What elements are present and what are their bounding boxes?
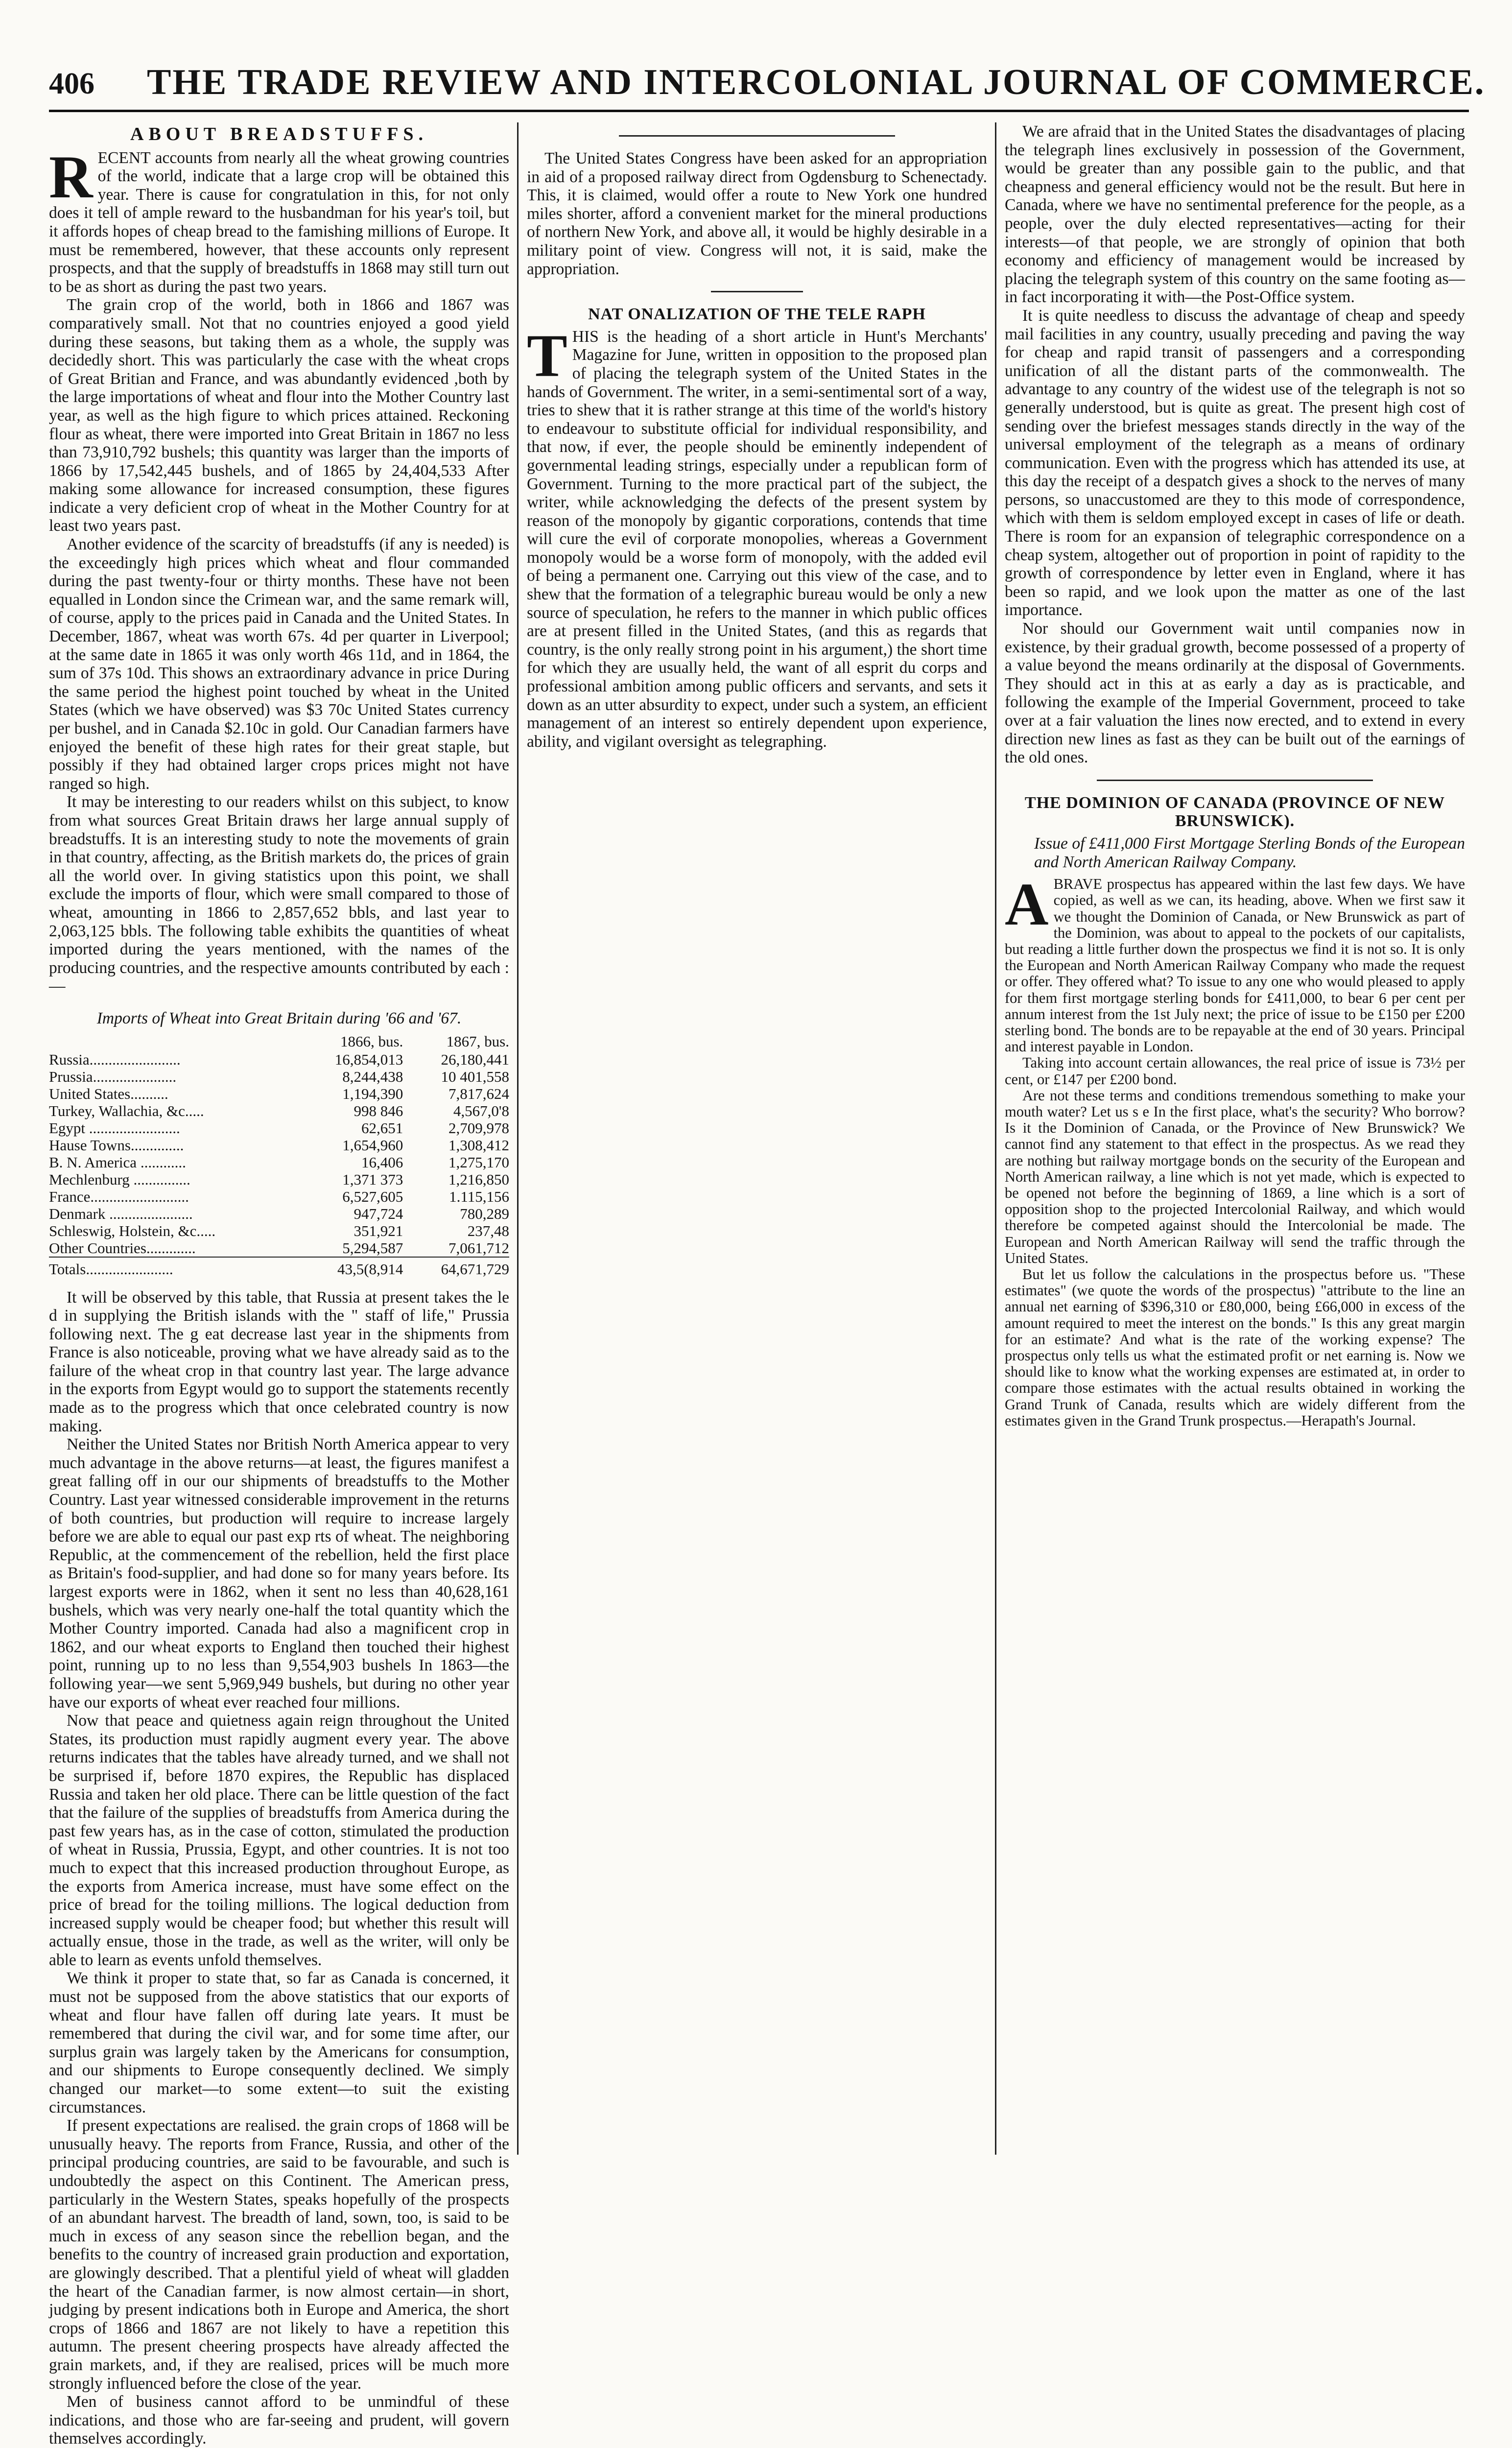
breadstuffs-para-4: It may be interesting to our readers whilst on this subject, to know from what sources Great Britain draws her large annual supply of breadstuffs. It is an interesting study to note the movements of grain in that country, affecting, as the British markets do, the prices of grain all the world over. In giving statistics upon this point, we shall exclude the imports of flour, which were small compared to those of wheat, amounting in 1866 to 2,857,652 bbls, and last year to 2,063,125 bbls. The following table exhibits the quantities of wheat imported during the years mentioned, with the names of the producing countries, and the respective amounts contributed by each :— bbox=[49, 793, 509, 996]
telegraph-heading: NAT ONALIZATION OF THE TELE RAPH bbox=[588, 305, 926, 324]
article-separator-short bbox=[711, 291, 803, 292]
column-1 bbox=[49, 122, 509, 2448]
total-1867: 64,671,729 bbox=[403, 1257, 509, 1278]
value-1866-cell: 351,921 bbox=[354, 1222, 403, 1239]
dominion-para-3: Are not these terms and conditions tremendous something to make your mouth water? Let us s e In the first place, what's the security? Who borrow? Is it the Dominion of Canada, or the Province of New Brunswick? We cannot find any statement to that effect in the prospectus. As we read they are nothing but railway mortgage bonds on the security of the European and North American railway, a line which is not yet made, which is expected to be opened not before the beginning of 1869, a line which is a sort of opposition shop to the projected Intercolonial Railway, and which would therefore be competed against should the Intercolonial be made. The European and North American Railway will send the traffic through the United States. bbox=[1005, 1087, 1465, 1266]
wheat-table-row bbox=[49, 1205, 509, 1222]
total-1866: 43,5(8,914 bbox=[297, 1257, 403, 1278]
telegraph-para-2: We are afraid that in the United States the disadvantages of placing the telegraph lines exclusively in possession of the Government, would be greater than any possible gain to the public, and that cheapness and general efficiency would not be the result. But here in Canada, where we have no sentimental preference for the people, as a people, over the duly elected representatives—acting for their interests—of that people, we are strongly of opinion that both economy and efficiency of management would be increased by placing the telegraph system of this country on the same footing as—in fact incorporating it with—the Post-Office system. bbox=[1005, 122, 1465, 307]
value-1867-cell: 1.115,156 bbox=[449, 1188, 509, 1205]
drop-cap-a: A bbox=[1005, 871, 1049, 938]
breadstuffs-para-2: The grain crop of the world, both in 1866 and 1867 was comparatively small. Not that no countries enjoyed a good yield during these seasons, but taking them as a whole, the supply was decidedly short. This was particularly the case with the wheat crops of Great Britian and France, and was abundantly evidenced ,both by the large importations of wheat and flour into the Mother Country last year, as well as the high figure to which prices attained. Reckoning flour as wheat, there were imported into Great Britain in 1867 no less than 73,910,792 bushels; this quantity was larger than the imports of 1866 by 17,542,445 bushels, and of 1865 by 24,404,533 After making some allowance for increased consumption, these figures indicate a very deficient crop of wheat in the Mother Country for at least two years past. bbox=[49, 296, 509, 535]
col-1866-header: 1866, bus. bbox=[340, 1032, 403, 1050]
wheat-table-row bbox=[49, 1085, 509, 1102]
col-1867-header: 1867, bus. bbox=[446, 1032, 509, 1050]
breadstuffs-para-7: Now that peace and quietness again reign throughout the United States, its production must rapidly augment every year. The above returns indicates that the tables have already turned, and we shall not be surprised if, before 1870 expires, the Republic has displaced Russia and taken her old place. There can be little question of the fact that the failure of the supplies of breadstuffs from America during the past few years has, as in the case of cotton, stimulated the production of wheat in Russia, Prussia, Egypt, and other countries. It is not too much to expect that this increased production throughout Europe, as the exports from America increase, must have some effect on the price of bread for the toiling millions. The logical deduction from increased supply would be cheaper food; but whether this result will actually ensue, those in the trade, as well as the writer, will only be able to learn as events unfold themselves. bbox=[49, 1711, 509, 1969]
wheat-table-row bbox=[49, 1188, 509, 1205]
drop-cap-t: T bbox=[527, 322, 567, 389]
column-rule-2 bbox=[995, 122, 996, 2155]
wheat-table-total bbox=[49, 1257, 509, 1278]
country-cell: Egypt ........................ bbox=[49, 1119, 180, 1137]
wheat-table-row bbox=[49, 1119, 509, 1137]
breadstuffs-para-6: Neither the United States nor British North America appear to very much advantage in the above returns—at least, the figures manifest a great falling off in our our shipments of breadstuffs to the Mother Country. Last year witnessed considerable improvement in the returns of both countries, but production will require to increase largely before we are able to equal our past exp rts of wheat. The neighboring Republic, at the commencement of the rebellion, held the first place as Britain's food-supplier, and had done so for many years before. Its largest exports were in 1862, when it sent no less than 40,628,161 bushels, which was very nearly one-half the total quantity which the Mother Country imported. Canada had also a magnificent crop in 1862, and our wheat exports to England then touched their highest point, running up to no less than 9,554,903 bushels In 1863—the following year—we sent 5,969,949 bushels, but during no other year have our exports of wheat ever reached four millions. bbox=[49, 1435, 509, 1711]
breadstuffs-para-9: If present expectations are realised. the grain crops of 1868 will be unusually heavy. The reports from France, Russia, and other of the principal producing countries, are said to be favourable, and such is undoubtedly the aspect on this Continent. The American press, particularly in the Western States, speaks hopefully of the prospects of an abundant harvest. The breadth of land, sown, too, is said to be much in excess of any season since the rebellion began, and the benefits to the country of increased grain production and exportation, are glowingly described. That a plentiful yield of wheat will gladden the heart of the Canadian farmer, is now almost certain—in short, judging by present indications both in Europe and America, the short crops of 1866 and 1867 are not likely to have a repetition this autumn. The present cheering prospects have already affected the grain markets, and, if they are realised, prices will be much more strongly influenced before the close of the year. bbox=[49, 2116, 509, 2393]
value-1867-cell: 4,567,0'8 bbox=[453, 1102, 509, 1119]
value-1867-cell: 1,216,850 bbox=[449, 1170, 509, 1188]
breadstuffs-para-5: It will be observed by this table, that Russia at present takes the le d in supplying the British islands with the " staff of life," Prussia following next. The g eat decrease last year in the shipments from France is also noticeable, proving what we have already said as to the failure of the wheat crop in that country last year. The large advance in the exports from Egypt would go to support the statements recently made as to the progress which that once celebrated country is now making. bbox=[49, 1288, 509, 1435]
wheat-table-row bbox=[49, 1051, 509, 1068]
value-1866-cell: 998 846 bbox=[354, 1102, 403, 1119]
running-title: THE TRADE REVIEW AND INTERCOLONIAL JOURNAL OF COMMERCE. bbox=[147, 62, 1486, 102]
dominion-para-2: Taking into account certain allowances, the real price of issue is 73½ per cent, or £147 per £200 bond. bbox=[1005, 1054, 1465, 1088]
value-1866-cell: 16,406 bbox=[361, 1153, 403, 1171]
telegraph-para-4: Nor should our Government wait until companies now in existence, by their gradual growth, become possessed of a property of a value beyond the means ordinarily at the disposal of Governments. They should act in this at as early a day as is practicable, and following the example of the Imperial Government, proceed to take over at a fair valuation the lines now erected, and to extend in every direction new lines as fast as they can be built out of the earnings of the old ones. bbox=[1005, 619, 1465, 767]
breadstuffs-para-10: Men of business cannot afford to be unmindful of these indications, and those who are far-seeing and prudent, will govern themselves accordingly. bbox=[49, 2393, 509, 2448]
value-1866-cell: 947,724 bbox=[354, 1205, 403, 1222]
value-1867-cell: 237,48 bbox=[467, 1222, 509, 1239]
dominion-body bbox=[1005, 871, 1465, 1429]
wheat-table-row bbox=[49, 1137, 509, 1154]
column-3 bbox=[1005, 122, 1465, 2155]
country-cell: Other Countries............. bbox=[49, 1239, 196, 1257]
wheat-imports-table bbox=[49, 1033, 509, 1278]
breadstuffs-heading: ABOUT BREADSTUFFS. bbox=[130, 124, 428, 144]
country-cell: Hause Towns.............. bbox=[49, 1136, 184, 1154]
wheat-table-row bbox=[49, 1068, 509, 1085]
value-1866-cell: 6,527,605 bbox=[342, 1188, 403, 1205]
article-separator bbox=[619, 135, 895, 137]
wheat-table-caption: Imports of Wheat into Great Britain during '66 and '67. bbox=[96, 1009, 462, 1027]
wheat-table-row bbox=[49, 1102, 509, 1119]
country-cell: Russia........................ bbox=[49, 1050, 181, 1068]
breadstuffs-para-3: Another evidence of the scarcity of breadstuffs (if any is needed) is the exceedingly high prices which wheat and flour commanded during the past twenty-four or thirty months. These have not been equalled in London since the Crimean war, and the same remark will, of course, apply to the prices paid in Canada and the United States. In December, 1867, wheat was worth 67s. 4d per quarter in Liverpool; at the same date in 1865 it was only worth 46s 11d, and in 1864, the sum of 37s 10d. This shows an extraordinary advance in price During the same period the highest point touched by wheat in the United States (which we have observed) was $3 70c United States currency per bushel, and in Canada $2.10c in gold. Our Canadian farmers have enjoyed the benefit of these high rates for their great staple, but possibly if they had obtained larger crops prices might not have ranged so high. bbox=[49, 535, 509, 793]
masthead-rule bbox=[49, 110, 1469, 112]
value-1867-cell: 7,061,712 bbox=[449, 1239, 509, 1257]
wheat-table-row bbox=[49, 1239, 509, 1257]
value-1866-cell: 62,651 bbox=[361, 1119, 403, 1137]
page-number: 406 bbox=[49, 67, 94, 100]
value-1867-cell: 26,180,441 bbox=[441, 1050, 509, 1068]
value-1866-cell: 16,854,013 bbox=[334, 1050, 403, 1068]
drop-cap-r: R bbox=[49, 143, 93, 211]
value-1867-cell: 1,308,412 bbox=[449, 1136, 509, 1154]
value-1867-cell: 2,709,978 bbox=[449, 1119, 509, 1137]
column-2 bbox=[527, 122, 987, 2155]
telegraph-para-3: It is quite needless to discuss the advantage of cheap and speedy mail facilities in any country, usually preceding and paving the way for cheap and rapid transit of passengers and a corresponding unification of all the distant parts of the commonwealth. The advantage to any country of the widest use of the telegraph is not so generally understood, but is quite as great. The present high cost of sending over the briefest messages stands directly in the way of the universal employment of the telegraph as a means of ordinary communication. Even with the progress which has attended its use, at this day the receipt of a despatch gives a shock to the nerves of many persons, so unaccustomed are they to this mode of correspondence, which with them is seldom employed except in cases of life or death. There is room for an expansion of telegraphic correspondence on a cheap system, altogether out of proportion in point of rapidity to the growth of correspondence by letter even in England, where it has been so rapid, and we look upon the matter as one of the last importance. bbox=[1005, 306, 1465, 619]
column-rule-1 bbox=[517, 122, 519, 2155]
value-1866-cell: 5,294,587 bbox=[342, 1239, 403, 1257]
country-cell: Denmark ...................... bbox=[49, 1205, 193, 1222]
country-cell: Mechlenburg ............... bbox=[49, 1170, 190, 1188]
wheat-table-header bbox=[49, 1033, 509, 1051]
total-label: Totals....................... bbox=[49, 1257, 297, 1278]
article-separator-col3 bbox=[1097, 780, 1373, 781]
dominion-para-4: But let us follow the calculations in the prospectus before us. "These estimates" (we quote the words of the prospectus) "attribute to the line an annual net earning of $396,310 or £80,000, being £66,000 in excess of the amount required to meet the interest on the bonds." Is this any great margin for an estimate? And what is the rate of the working expense? The prospectus only tells us what the estimated profit or net earning is. Now we should like to know what the working expenses are estimated at, in order to compare those estimates with the actual results obtained in working the Grand Trunk of Canada, results which are widely different from the estimates given in the Grand Trunk prospectus.—Herapath's Journal. bbox=[1005, 1266, 1465, 1429]
country-cell: United States.......... bbox=[49, 1085, 168, 1102]
country-cell: France.......................... bbox=[49, 1188, 189, 1205]
value-1867-cell: 7,817,624 bbox=[449, 1085, 509, 1102]
value-1866-cell: 1,371 373 bbox=[342, 1170, 403, 1188]
wheat-table-body bbox=[49, 1051, 509, 1257]
value-1866-cell: 8,244,438 bbox=[342, 1068, 403, 1085]
railway-paragraph: The United States Congress have been asked for an appropriation in aid of a proposed railway direct from Ogdensburg to Schenectady. This, it is claimed, would offer a route to New York one hundred miles shorter, afford a convenient market for the mineral productions of northern New York, and above all, it would be highly desirable in a military point of view. Congress will not, it is said, make the appropriation. bbox=[527, 149, 987, 278]
value-1867-cell: 780,289 bbox=[460, 1205, 509, 1222]
value-1867-cell: 10 401,558 bbox=[441, 1068, 509, 1085]
value-1866-cell: 1,194,390 bbox=[342, 1085, 403, 1102]
wheat-table-row bbox=[49, 1222, 509, 1239]
dominion-heading: THE DOMINION OF CANADA (PROVINCE OF NEW BRUNSWICK). bbox=[1024, 793, 1445, 831]
wheat-table-row bbox=[49, 1154, 509, 1171]
telegraph-para-1: THIS is the heading of a short article in Hunt's Merchants' Magazine for June, written in opposition to the proposed plan of placing the telegraph system of the United States in the hands of Government. The writer, in a semi-sentimental sort of a way, tries to shew that it is rather strange at this time of the world's history to endeavour to substitute official for individual responsibility, and that now, if ever, the people should be eminently independent of governmental leading strings, especially under a republican form of Government. Turning to the more practical part of the subject, the writer, while acknowledging the defects of the present system by reason of the monopoly by gigantic corporations, contends that time will cure the evil of corporate monopolies, whereas a Government monopoly would be a worse form of monopoly, with the added evil of being a permanent one. Carrying out this view of the case, and to shew that the formation of a telegraphic bureau would be only a new source of speculation, he refers to the manner in which public offices are at present filled in the United States, (and this as regards that country, is the only really strong point in his argument,) the short time for which they are usually held, the want of all esprit du corps and professional ambition among public officers and servants, and sets it down as an utter absurdity to expect, under such a system, an efficient management of an interest so entirely dependent upon experience, ability, and vigilant oversight as telegraphing. bbox=[527, 322, 987, 751]
wheat-table-row bbox=[49, 1171, 509, 1188]
masthead bbox=[49, 49, 1486, 108]
dominion-issue: Issue of £411,000 First Mortgage Sterling Bonds of the European and North American Railway Company. bbox=[1034, 834, 1465, 871]
breadstuffs-para-1: RECENT accounts from nearly all the wheat growing countries of the world, indicate that a large crop will be obtained this year. There is cause for congratulation in this, for not only does it tell of ample reward to the husbandman for his year's toil, but it affords hopes of cheap bread to the famishing millions of Europe. It must be remembered, however, that these accounts only represent prospects, and that the supply of breadstuffs in 1868 may still turn out to be as short as during the past two years. bbox=[49, 143, 509, 296]
country-cell: Schleswig, Holstein, &c..... bbox=[49, 1222, 216, 1239]
breadstuffs-para-8: We think it proper to state that, so far as Canada is concerned, it must not be supposed from the above statistics that our exports of wheat and flour have fallen off during late years. It must be remembered that during the civil war, and for some time after, our surplus grain was largely taken by the Americans for consumption, and our shipments to Europe consequently declined. We simply changed our market—to some extent—to suit the existing circumstances. bbox=[49, 1969, 509, 2116]
country-cell: Turkey, Wallachia, &c..... bbox=[49, 1102, 204, 1119]
country-cell: B. N. America ............ bbox=[49, 1153, 186, 1171]
value-1867-cell: 1,275,170 bbox=[449, 1153, 509, 1171]
country-cell: Prussia...................... bbox=[49, 1068, 177, 1085]
dominion-para-1: ABRAVE prospectus has appeared within the last few days. We have copied, as well as we can, its heading, above. When we first saw it we thought the Dominion of Canada, or New Brunswick as part of the Dominion, was about to appeal to the pockets of our capitalists, but reading a little further down the prospectus we find it is not so. It is only the European and North American Railway Company who made the request or offer. They offered what? To issue to any one who would pleased to apply for them first mortgage sterling bonds for £411,000, to bear 6 per cent per annum interest from the 1st July next; the price of issue to be £150 per £200 sterling bond. The bonds are to be repayable at the end of 30 years. Principal and interest payable in London. bbox=[1005, 871, 1465, 1055]
value-1866-cell: 1,654,960 bbox=[342, 1136, 403, 1154]
